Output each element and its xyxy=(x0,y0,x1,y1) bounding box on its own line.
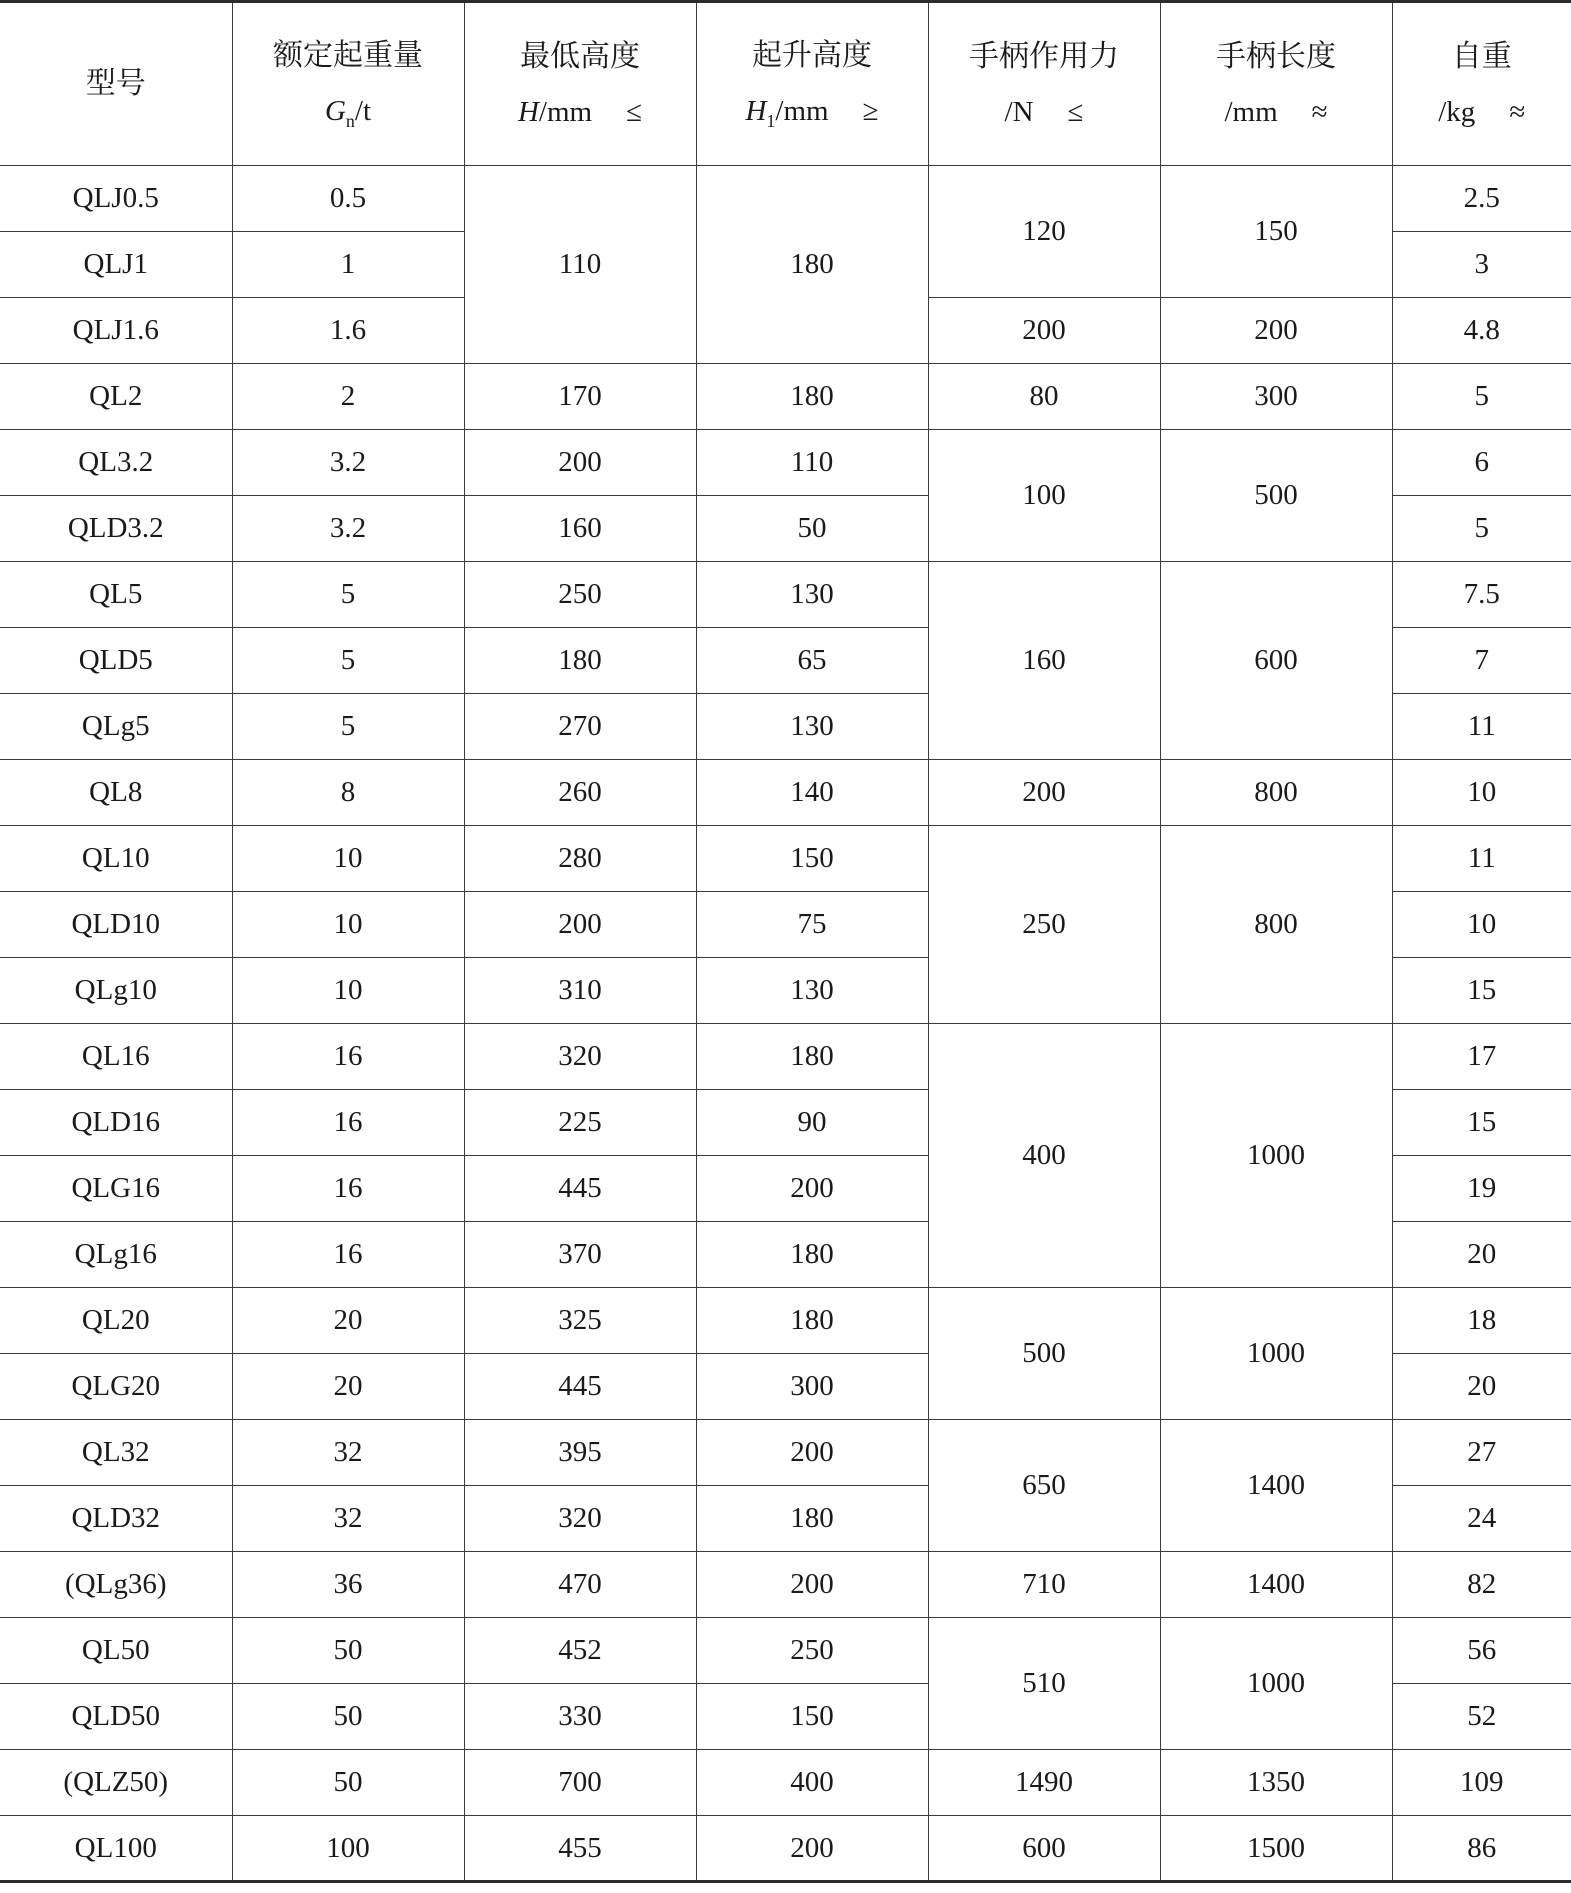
cell-handle-force: 200 xyxy=(928,298,1160,364)
cell-model: QLD5 xyxy=(0,628,232,694)
cell-capacity: 2 xyxy=(232,364,464,430)
cell-lift-height: 110 xyxy=(696,430,928,496)
cell-min-height: 160 xyxy=(464,496,696,562)
cell-model: (QLg36) xyxy=(0,1552,232,1618)
cell-model: QL8 xyxy=(0,760,232,826)
cell-lift-height: 50 xyxy=(696,496,928,562)
cell-weight: 52 xyxy=(1392,1684,1571,1750)
cell-min-height: 320 xyxy=(464,1024,696,1090)
cell-model: QLD10 xyxy=(0,892,232,958)
cell-model: QLD32 xyxy=(0,1486,232,1552)
cell-model: QL20 xyxy=(0,1288,232,1354)
cell-capacity: 32 xyxy=(232,1420,464,1486)
cell-min-height: 445 xyxy=(464,1354,696,1420)
cell-weight: 11 xyxy=(1392,694,1571,760)
cell-handle-length: 1000 xyxy=(1160,1618,1392,1750)
cell-min-height: 260 xyxy=(464,760,696,826)
table-row xyxy=(0,166,1571,232)
table-row xyxy=(0,1750,1571,1816)
cell-min-height: 170 xyxy=(464,364,696,430)
cell-model: QLg5 xyxy=(0,694,232,760)
cell-weight: 5 xyxy=(1392,496,1571,562)
cell-model: QLg10 xyxy=(0,958,232,1024)
header-handle-length: 手柄长度 /mm ≈ xyxy=(1160,2,1392,166)
cell-lift-height: 140 xyxy=(696,760,928,826)
cell-capacity: 32 xyxy=(232,1486,464,1552)
cell-capacity: 8 xyxy=(232,760,464,826)
table-row xyxy=(0,1618,1571,1684)
cell-lift-height: 200 xyxy=(696,1156,928,1222)
cell-handle-length: 1400 xyxy=(1160,1420,1392,1552)
cell-capacity: 3.2 xyxy=(232,430,464,496)
cell-lift-height: 65 xyxy=(696,628,928,694)
cell-handle-force: 100 xyxy=(928,430,1160,562)
cell-handle-force: 500 xyxy=(928,1288,1160,1420)
cell-min-height: 445 xyxy=(464,1156,696,1222)
cell-handle-length: 200 xyxy=(1160,298,1392,364)
cell-capacity: 0.5 xyxy=(232,166,464,232)
cell-handle-length: 500 xyxy=(1160,430,1392,562)
cell-weight: 10 xyxy=(1392,892,1571,958)
cell-capacity: 1.6 xyxy=(232,298,464,364)
cell-weight: 7.5 xyxy=(1392,562,1571,628)
cell-weight: 19 xyxy=(1392,1156,1571,1222)
cell-lift-height: 75 xyxy=(696,892,928,958)
cell-handle-force: 120 xyxy=(928,166,1160,298)
cell-lift-height: 180 xyxy=(696,1024,928,1090)
header-capacity: 额定起重量 $G_n/t$ xyxy=(232,2,464,166)
cell-handle-length: 1350 xyxy=(1160,1750,1392,1816)
cell-model: QL2 xyxy=(0,364,232,430)
cell-min-height: 310 xyxy=(464,958,696,1024)
table-row xyxy=(0,1420,1571,1486)
cell-handle-force: 400 xyxy=(928,1024,1160,1288)
cell-model: QLD50 xyxy=(0,1684,232,1750)
cell-weight: 27 xyxy=(1392,1420,1571,1486)
table-row xyxy=(0,562,1571,628)
cell-min-height: 200 xyxy=(464,430,696,496)
cell-handle-force: 710 xyxy=(928,1552,1160,1618)
cell-capacity: 50 xyxy=(232,1750,464,1816)
cell-handle-force: 250 xyxy=(928,826,1160,1024)
cell-weight: 82 xyxy=(1392,1552,1571,1618)
cell-weight: 2.5 xyxy=(1392,166,1571,232)
header-row xyxy=(0,2,1571,166)
cell-model: QLJ0.5 xyxy=(0,166,232,232)
header-self-weight: 自重 /kg ≈ xyxy=(1392,2,1571,166)
cell-weight: 15 xyxy=(1392,1090,1571,1156)
cell-lift-height: 130 xyxy=(696,562,928,628)
cell-capacity: 16 xyxy=(232,1024,464,1090)
cell-capacity: 36 xyxy=(232,1552,464,1618)
cell-capacity: 16 xyxy=(232,1222,464,1288)
cell-capacity: 20 xyxy=(232,1354,464,1420)
cell-weight: 86 xyxy=(1392,1816,1571,1882)
table-row xyxy=(0,1288,1571,1354)
table-row xyxy=(0,1024,1571,1090)
cell-min-height: 325 xyxy=(464,1288,696,1354)
cell-capacity: 20 xyxy=(232,1288,464,1354)
cell-model: QLD3.2 xyxy=(0,496,232,562)
cell-min-height: 250 xyxy=(464,562,696,628)
cell-weight: 20 xyxy=(1392,1354,1571,1420)
header-min-height: 最低高度 H/mm ≤ xyxy=(464,2,696,166)
cell-lift-height: 200 xyxy=(696,1552,928,1618)
cell-lift-height: 200 xyxy=(696,1816,928,1882)
cell-handle-length: 1400 xyxy=(1160,1552,1392,1618)
cell-lift-height: 180 xyxy=(696,1222,928,1288)
cell-handle-length: 1500 xyxy=(1160,1816,1392,1882)
cell-model: QL16 xyxy=(0,1024,232,1090)
cell-handle-length: 150 xyxy=(1160,166,1392,298)
cell-weight: 24 xyxy=(1392,1486,1571,1552)
cell-min-height: 395 xyxy=(464,1420,696,1486)
cell-lift-height: 90 xyxy=(696,1090,928,1156)
cell-capacity: 50 xyxy=(232,1684,464,1750)
table-row xyxy=(0,430,1571,496)
cell-model: (QLZ50) xyxy=(0,1750,232,1816)
cell-capacity: 16 xyxy=(232,1090,464,1156)
cell-handle-force: 1490 xyxy=(928,1750,1160,1816)
cell-min-height: 200 xyxy=(464,892,696,958)
cell-capacity: 16 xyxy=(232,1156,464,1222)
cell-handle-force: 650 xyxy=(928,1420,1160,1552)
cell-weight: 7 xyxy=(1392,628,1571,694)
cell-weight: 17 xyxy=(1392,1024,1571,1090)
cell-handle-length: 800 xyxy=(1160,760,1392,826)
cell-model: QLg16 xyxy=(0,1222,232,1288)
cell-capacity: 3.2 xyxy=(232,496,464,562)
cell-handle-length: 800 xyxy=(1160,826,1392,1024)
cell-handle-force: 600 xyxy=(928,1816,1160,1882)
cell-min-height: 180 xyxy=(464,628,696,694)
cell-handle-force: 160 xyxy=(928,562,1160,760)
cell-weight: 3 xyxy=(1392,232,1571,298)
cell-weight: 20 xyxy=(1392,1222,1571,1288)
cell-lift-height: 200 xyxy=(696,1420,928,1486)
cell-lift-height: 180 xyxy=(696,1486,928,1552)
table-row xyxy=(0,1816,1571,1882)
cell-min-height: 452 xyxy=(464,1618,696,1684)
cell-capacity: 50 xyxy=(232,1618,464,1684)
cell-lift-height: 130 xyxy=(696,958,928,1024)
cell-handle-length: 1000 xyxy=(1160,1024,1392,1288)
cell-capacity: 10 xyxy=(232,826,464,892)
cell-lift-height: 250 xyxy=(696,1618,928,1684)
cell-min-height: 470 xyxy=(464,1552,696,1618)
cell-model: QL100 xyxy=(0,1816,232,1882)
cell-weight: 15 xyxy=(1392,958,1571,1024)
cell-weight: 10 xyxy=(1392,760,1571,826)
cell-weight: 6 xyxy=(1392,430,1571,496)
cell-model: QL5 xyxy=(0,562,232,628)
header-model: 型号 xyxy=(0,2,232,166)
cell-lift-height: 150 xyxy=(696,1684,928,1750)
cell-model: QL3.2 xyxy=(0,430,232,496)
cell-capacity: 1 xyxy=(232,232,464,298)
cell-model: QLG16 xyxy=(0,1156,232,1222)
cell-lift-height: 300 xyxy=(696,1354,928,1420)
header-lift-height: 起升高度 $H_1/mm$ ≥ xyxy=(696,2,928,166)
cell-capacity: 5 xyxy=(232,562,464,628)
cell-min-height: 225 xyxy=(464,1090,696,1156)
table-row xyxy=(0,1552,1571,1618)
cell-min-height: 110 xyxy=(464,166,696,364)
cell-handle-force: 200 xyxy=(928,760,1160,826)
cell-lift-height: 180 xyxy=(696,364,928,430)
table-row xyxy=(0,760,1571,826)
cell-min-height: 280 xyxy=(464,826,696,892)
cell-min-height: 330 xyxy=(464,1684,696,1750)
cell-weight: 11 xyxy=(1392,826,1571,892)
cell-model: QLJ1 xyxy=(0,232,232,298)
table-row xyxy=(0,364,1571,430)
cell-min-height: 370 xyxy=(464,1222,696,1288)
cell-model: QLJ1.6 xyxy=(0,298,232,364)
cell-min-height: 270 xyxy=(464,694,696,760)
cell-model: QL10 xyxy=(0,826,232,892)
cell-model: QL50 xyxy=(0,1618,232,1684)
cell-min-height: 700 xyxy=(464,1750,696,1816)
cell-lift-height: 180 xyxy=(696,1288,928,1354)
cell-model: QLG20 xyxy=(0,1354,232,1420)
table-row xyxy=(0,826,1571,892)
cell-capacity: 100 xyxy=(232,1816,464,1882)
cell-handle-length: 300 xyxy=(1160,364,1392,430)
cell-weight: 4.8 xyxy=(1392,298,1571,364)
cell-handle-force: 80 xyxy=(928,364,1160,430)
cell-weight: 5 xyxy=(1392,364,1571,430)
cell-capacity: 5 xyxy=(232,628,464,694)
cell-handle-length: 600 xyxy=(1160,562,1392,760)
cell-min-height: 455 xyxy=(464,1816,696,1882)
cell-lift-height: 130 xyxy=(696,694,928,760)
cell-min-height: 320 xyxy=(464,1486,696,1552)
cell-weight: 18 xyxy=(1392,1288,1571,1354)
header-handle-force: 手柄作用力 /N ≤ xyxy=(928,2,1160,166)
cell-model: QLD16 xyxy=(0,1090,232,1156)
cell-handle-length: 1000 xyxy=(1160,1288,1392,1420)
cell-lift-height: 150 xyxy=(696,826,928,892)
cell-capacity: 10 xyxy=(232,958,464,1024)
cell-weight: 109 xyxy=(1392,1750,1571,1816)
cell-capacity: 10 xyxy=(232,892,464,958)
cell-lift-height: 180 xyxy=(696,166,928,364)
cell-model: QL32 xyxy=(0,1420,232,1486)
cell-lift-height: 400 xyxy=(696,1750,928,1816)
cell-capacity: 5 xyxy=(232,694,464,760)
cell-handle-force: 510 xyxy=(928,1618,1160,1750)
cell-weight: 56 xyxy=(1392,1618,1571,1684)
